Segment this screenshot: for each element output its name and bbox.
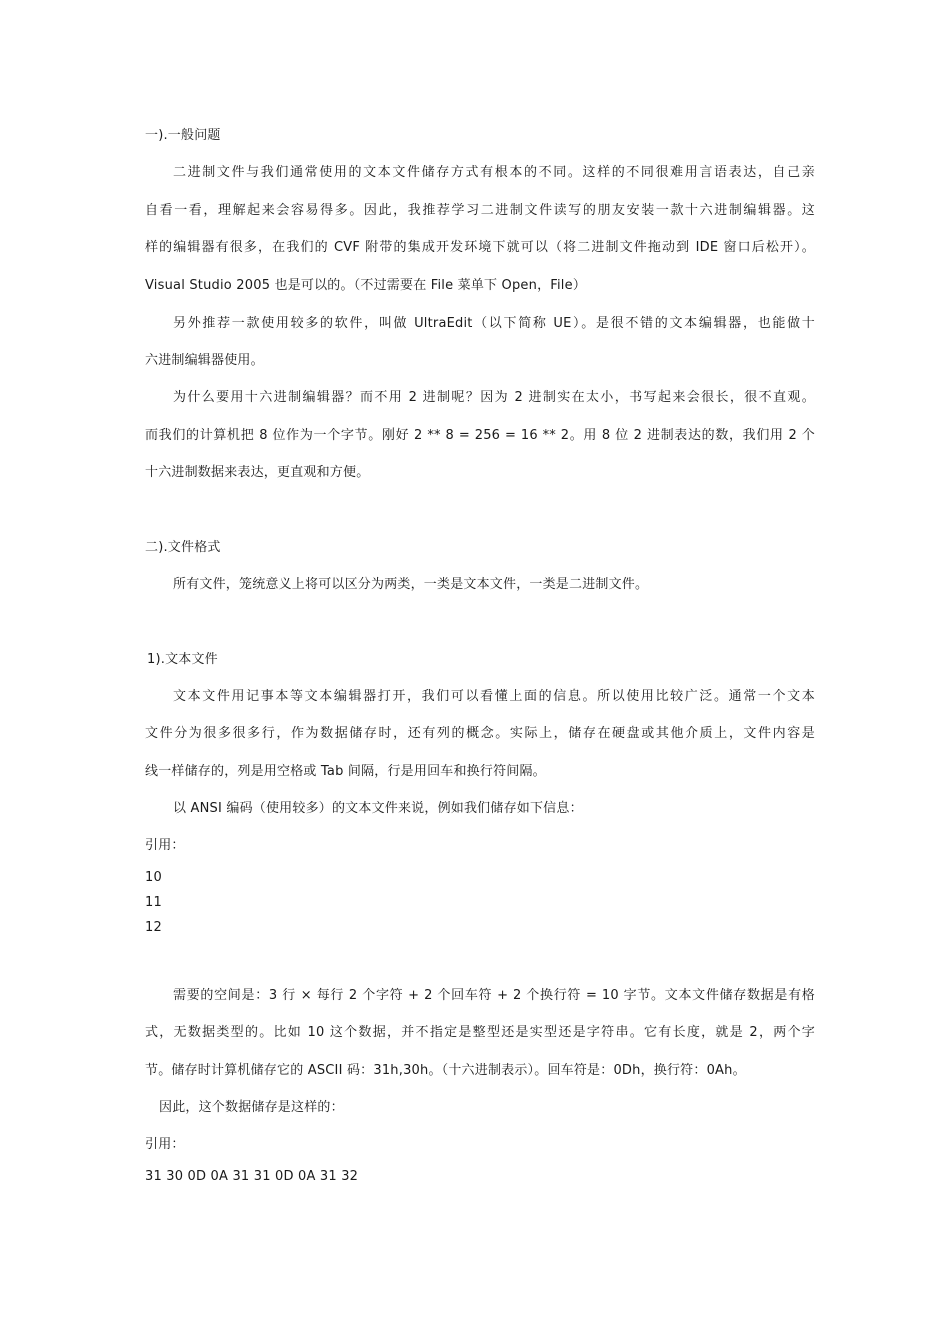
paragraph-line: 二进制文件与我们通常使用的文本文件储存方式有根本的不同。这样的不同很难用言语表达，自己亲 (173, 165, 815, 180)
paragraph-line: Visual Studio 2005 也是可以的。（不过需要在 File 菜单下 Open，File） (145, 278, 587, 293)
paragraph-line: 十六进制数据来表达，更直观和方便。 (145, 465, 370, 480)
paragraph-line: 需要的空间是：3 行 × 每行 2 个字符 + 2 个回车符 + 2 个换行符 = 10 字节。文本文件储存数据是有格 (173, 988, 815, 1003)
paragraph-line: 文本文件用记事本等文本编辑器打开，我们可以看懂上面的信息。所以使用比较广泛。通常一个文本 (173, 689, 815, 704)
paragraph-line: 六进制编辑器使用。 (145, 353, 264, 368)
heading-text-file: 1).文本文件 (147, 652, 218, 667)
paragraph-line: 文件分为很多很多行，作为数据储存时，还有列的概念。实际上，储存在硬盘或其他介质上，文件内容是 (145, 726, 815, 741)
quote-label: 引用： (145, 1137, 185, 1152)
paragraph-line: 所有文件，笼统意义上将可以区分为两类，一类是文本文件，一类是二进制文件。 (173, 577, 649, 592)
paragraph-line: 以 ANSI 编码（使用较多）的文本文件来说，例如我们储存如下信息： (173, 801, 583, 816)
hex-bytes: 31 30 0D 0A 31 31 0D 0A 31 32 (145, 1169, 359, 1184)
paragraph-line: 而我们的计算机把 8 位作为一个字节。刚好 2 ** 8 = 256 = 16 ** 2。用 8 位 2 进制表达的数，我们用 2 个 (145, 428, 815, 443)
paragraph-line: 为什么要用十六进制编辑器？而不用 2 进制呢？因为 2 进制实在太小，书写起来会很长，很不直观。 (173, 390, 815, 405)
paragraph-line: 节。储存时计算机储存它的 ASCII 码：31h,30h。（十六进制表示）。回车符是：0Dh，换行符：0Ah。 (145, 1063, 746, 1078)
paragraph-line: 自看一看，理解起来会容易得多。因此，我推荐学习二进制文件读写的朋友安装一款十六进制编辑器。这 (145, 203, 815, 218)
quoted-value: 12 (145, 920, 162, 935)
quoted-value: 11 (145, 895, 162, 910)
quote-label: 引用： (145, 838, 185, 853)
heading-file-format: 二).文件格式 (145, 540, 221, 555)
paragraph-line: 样的编辑器有很多，在我们的 CVF 附带的集成开发环境下就可以（将二进制文件拖动到 IDE 窗口后松开）。 (145, 240, 815, 255)
heading-general-questions: 一).一般问题 (145, 128, 221, 143)
paragraph-line: 另外推荐一款使用较多的软件，叫做 UltraEdit（以下简称 UE）。是很不错的文本编辑器，也能做十 (173, 316, 815, 331)
paragraph-line: 因此，这个数据储存是这样的： (159, 1100, 344, 1115)
paragraph-line: 线一样储存的，列是用空格或 Tab 间隔，行是用回车和换行符间隔。 (145, 764, 546, 779)
paragraph-line: 式，无数据类型的。比如 10 这个数据，并不指定是整型还是实型还是字符串。它有长度，就是 2，两个字 (145, 1025, 815, 1040)
quoted-value: 10 (145, 870, 162, 885)
